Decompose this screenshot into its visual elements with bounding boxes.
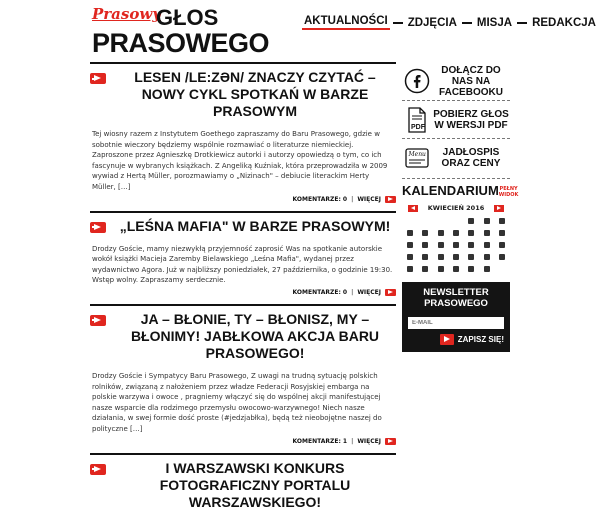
newsletter-box xyxy=(402,282,510,352)
logo-line-2: PRASOWEGO xyxy=(92,28,270,58)
post-header xyxy=(90,62,396,120)
calendar-day[interactable] xyxy=(453,230,459,236)
sidebar-item-menu[interactable] xyxy=(402,138,510,176)
calendar-day[interactable] xyxy=(422,266,428,272)
calendar-day[interactable] xyxy=(453,266,459,272)
site-logo[interactable] xyxy=(90,3,280,63)
post-excerpt: Drodzy Goście i Sympatycy Baru Prasowego, Z uwagi na trudną sytuację polskich rolników, związaną z nałożeniem przez władze Federacji Rosyjskiej embarga na polskie warzywa i owoce , pragniemy włączyć się do wspólnej akcji manifestującej nasze wsparcie dla rodzimego przemysłu owocowo-warzywnego! Niech nasze działania, w swej formie dość proste (#jedzjabłka), będą też nieobojętne naszej do polityczne […] xyxy=(92,371,382,433)
post-header xyxy=(90,304,396,362)
calendar-day[interactable] xyxy=(438,266,444,272)
calendar-title: KALENDARIUM xyxy=(402,183,499,198)
chevron-left-icon[interactable] xyxy=(408,205,418,212)
posts-list xyxy=(90,62,396,511)
arrow-right-icon xyxy=(90,315,106,326)
calendar-grid xyxy=(402,218,510,272)
arrow-right-icon[interactable] xyxy=(385,196,396,203)
logo-script-text: Prasowy xyxy=(92,5,161,23)
email-field[interactable] xyxy=(408,317,504,329)
sidebar-item-label: DOŁĄCZ DO NAS NA FACEBOOKU xyxy=(439,64,503,98)
calendar-header xyxy=(402,178,519,198)
calendar-day[interactable] xyxy=(422,254,428,260)
read-more-link[interactable]: WIĘCEJ xyxy=(357,437,381,445)
logo-line-1: GŁOS xyxy=(156,5,219,30)
calendar-day[interactable] xyxy=(453,242,459,248)
post-meta xyxy=(90,289,396,296)
svg-text:Menu: Menu xyxy=(408,150,426,158)
nav-separator xyxy=(393,22,403,24)
arrow-right-icon xyxy=(440,334,454,345)
meta-divider: | xyxy=(351,437,354,445)
calendar-full-view-link[interactable]: PEŁNY WIDOK xyxy=(498,186,519,198)
sidebar-item-pdf[interactable] xyxy=(402,100,510,138)
read-more-link[interactable]: WIĘCEJ xyxy=(357,288,381,296)
calendar-month-label: KWIECIEŃ 2016 xyxy=(427,204,485,212)
nav-item-aktualnosci[interactable]: AKTUALNOŚCI xyxy=(302,15,390,30)
post-header xyxy=(90,211,396,235)
calendar-day[interactable] xyxy=(422,230,428,236)
arrow-right-icon xyxy=(90,464,106,475)
nav-separator xyxy=(517,22,527,24)
comments-link[interactable]: KOMENTARZE: 1 xyxy=(292,437,348,445)
calendar-month-nav xyxy=(402,204,510,212)
arrow-right-icon xyxy=(90,222,106,233)
facebook-icon xyxy=(402,66,432,96)
calendar-day[interactable] xyxy=(468,266,474,272)
nav-item-misja[interactable]: MISJA xyxy=(476,16,513,29)
arrow-right-icon[interactable] xyxy=(385,289,396,296)
arrow-right-icon xyxy=(90,73,106,84)
post-title[interactable]: LESEN /LE:ZƏN/ ZNACZY CZYTAĆ – NOWY CYKL SPOTKAŃ W BARZE PRASOWYM xyxy=(134,69,376,119)
meta-divider: | xyxy=(351,195,354,203)
calendar-day[interactable] xyxy=(484,242,490,248)
calendar-day[interactable] xyxy=(438,254,444,260)
calendar-day[interactable] xyxy=(438,242,444,248)
calendar-day[interactable] xyxy=(407,254,413,260)
pdf-icon xyxy=(402,105,432,135)
sidebar-item-label: POBIERZ GŁOS W WERSJI PDF xyxy=(433,108,509,131)
sidebar xyxy=(402,62,519,352)
post xyxy=(90,304,396,445)
comments-link[interactable]: KOMENTARZE: 0 xyxy=(292,195,348,203)
comments-link[interactable]: KOMENTARZE: 0 xyxy=(292,288,348,296)
calendar-day[interactable] xyxy=(407,242,413,248)
read-more-link[interactable]: WIĘCEJ xyxy=(357,195,381,203)
meta-divider: | xyxy=(351,288,354,296)
calendar-day[interactable] xyxy=(499,230,505,236)
calendar-day[interactable] xyxy=(468,242,474,248)
sidebar-links xyxy=(402,62,510,176)
nav-item-zdjecia[interactable]: ZDJĘCIA xyxy=(407,16,457,29)
post-meta xyxy=(90,438,396,445)
arrow-right-icon[interactable] xyxy=(385,438,396,445)
calendar-day[interactable] xyxy=(438,230,444,236)
post xyxy=(90,453,396,511)
calendar-day[interactable] xyxy=(468,230,474,236)
nav-separator xyxy=(462,22,472,24)
calendar-day[interactable] xyxy=(499,254,505,260)
calendar-day[interactable] xyxy=(407,230,413,236)
chevron-right-icon[interactable] xyxy=(494,205,504,212)
calendar-day[interactable] xyxy=(499,218,505,224)
sidebar-item-facebook[interactable] xyxy=(402,62,510,100)
post xyxy=(90,62,396,203)
calendar-day[interactable] xyxy=(468,254,474,260)
calendar-day[interactable] xyxy=(484,218,490,224)
post-title[interactable]: I WARSZAWSKI KONKURS FOTOGRAFICZNY PORTALU WARSZAWSKIEGO! xyxy=(159,459,351,510)
calendar-day[interactable] xyxy=(407,266,413,272)
calendar-day[interactable] xyxy=(422,242,428,248)
sidebar-item-label: JADŁOSPIS ORAZ CENY xyxy=(441,146,501,169)
newsletter-title: NEWSLETTER PRASOWEGO xyxy=(423,287,489,309)
post xyxy=(90,211,396,296)
calendar-day[interactable] xyxy=(468,218,474,224)
calendar-day[interactable] xyxy=(453,254,459,260)
newsletter-submit-button[interactable] xyxy=(408,334,504,345)
svg-text:PDF: PDF xyxy=(411,123,425,131)
post-title[interactable]: „LEŚNA MAFIA" W BARZE PRASOWYM! xyxy=(119,217,391,234)
post-excerpt: Tej wiosny razem z Instytutem Goethego zapraszamy do Baru Prasowego, gdzie w sobotnie wieczory będziemy wspólnie rozmawiać o literaturze niemieckiej. Zaproszone przez Agnieszkę Drotkiewicz autorki i autorzy opowiedzą o tym, co ich fascynuje w wybranych książkach. Z Angeliką Kuźniak, która przeprowadziła w 2009 wywiad z Hertą Müller, porozmawiamy o „Nizinach" – debiucie literackim Herty Müller, […] xyxy=(92,130,388,191)
newsletter-submit-label: ZAPISZ SIĘ! xyxy=(457,335,504,344)
nav-item-redakcja[interactable]: REDAKCJA xyxy=(532,16,596,29)
calendar-day[interactable] xyxy=(499,242,505,248)
menu-icon xyxy=(402,143,432,173)
post-title[interactable]: JA – BŁONIE, TY – BŁONISZ, MY – BŁONIMY! JABŁKOWA AKCJA BARU PRASOWEGO! xyxy=(130,310,380,361)
calendar-widget xyxy=(402,178,519,272)
main-nav xyxy=(302,15,598,30)
calendar-day[interactable] xyxy=(484,230,490,236)
calendar-day[interactable] xyxy=(484,254,490,260)
post-excerpt: Drodzy Goście, mamy niezwykłą przyjemność zaprosić Was na spotkanie autorskie wokół książki Macieja Zaremby Bielawskiego „Leśna Mafia", wydanej przez wydawnictwo Agora. Już w najbliższy poniedziałek, 27 października, o godzinie 19:30. Wstęp wolny. Zapraszamy serdecznie. xyxy=(92,244,393,285)
calendar-day[interactable] xyxy=(484,266,490,272)
post-meta xyxy=(90,196,396,203)
post-header xyxy=(90,453,396,511)
